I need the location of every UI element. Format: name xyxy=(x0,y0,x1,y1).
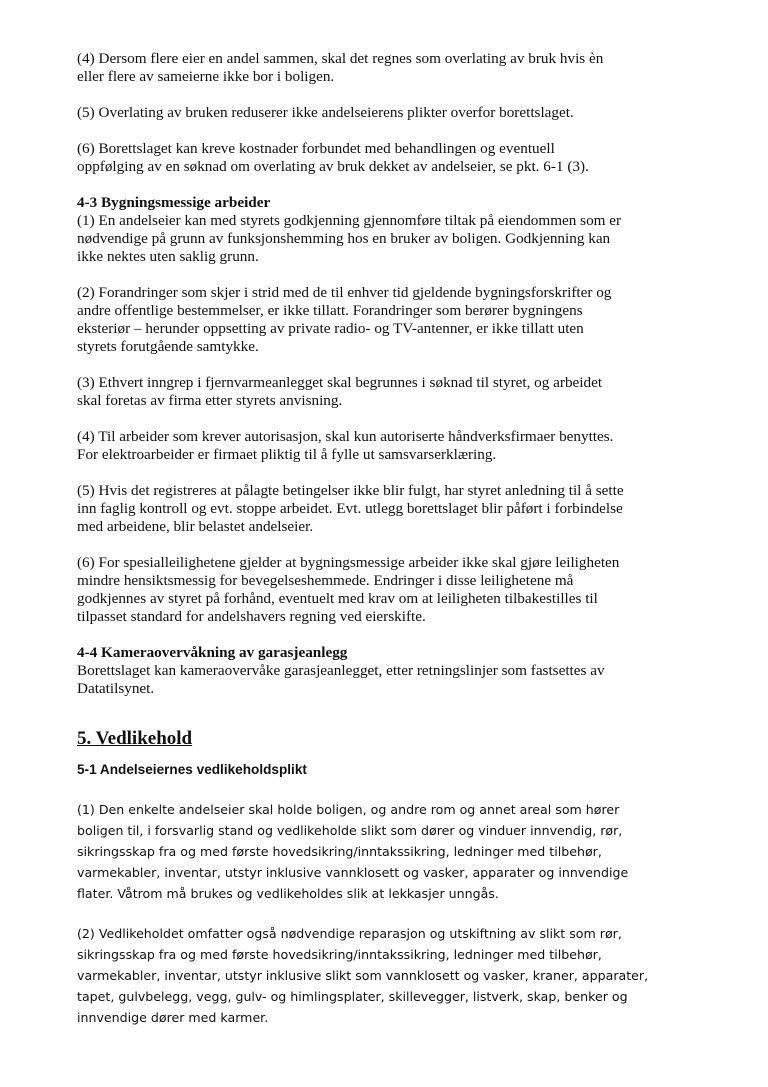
text-line: (6) Borettslaget kan kreve kostnader forbundet med behandlingen og eventuell xyxy=(77,140,555,157)
text-line: (6) For spesialleilighetene gjelder at bygningsmessige arbeider ikke skal gjøre leiligheten xyxy=(77,554,620,571)
text-line: (5) Overlating av bruken reduserer ikke andelseierens plikter overfor borettslaget. xyxy=(77,104,574,121)
text-line: styrets forutgående samtykke. xyxy=(77,338,259,355)
text-line: (1) En andelseier kan med styrets godkjenning gjennomføre tiltak på eiendommen som er xyxy=(77,212,622,229)
section-heading: 4-3 Bygningsmessige arbeider xyxy=(77,194,271,211)
text-line: varmekabler, inventar, utstyr inklusive vannklosett og vasker, apparater og innvendige xyxy=(77,865,629,880)
text-line: med arbeidene, blir belastet andelseier. xyxy=(77,518,314,535)
text-line: varmekabler, inventar, utstyr inklusive slikt som vannklosett og vasker, kraner, apparater, xyxy=(77,968,649,983)
text-line: eller flere av sameierne ikke bor i boligen. xyxy=(77,68,335,85)
text-line: (2) Vedlikeholdet omfatter også nødvendige reparasjon og utskiftning av slikt som rør, xyxy=(77,926,622,941)
text-line: eksteriør – herunder oppsetting av private radio- og TV-antenner, er ikke tillatt uten xyxy=(77,320,584,337)
text-line: For elektroarbeider er firmaet pliktig til å fylle ut samsvarserklæring. xyxy=(77,446,497,463)
text-line: sikringsskap fra og med første hovedsikring/inntakssikring, ledninger med tilbehør, xyxy=(77,844,602,859)
paragraph-5 xyxy=(77,104,707,122)
text-line: oppfølging av en søknad om overlating av bruk dekket av andelseier, se pkt. 6-1 (3). xyxy=(77,158,589,175)
text-line: nødvendige på grunn av funksjonshemming hos en bruker av boligen. Godkjenning kan xyxy=(77,230,611,247)
section-4-3-paragraph-1 xyxy=(77,194,707,266)
section-4-3-paragraph-4 xyxy=(77,428,707,464)
section-4-3-paragraph-2 xyxy=(77,284,707,356)
section-5-1-paragraph-1 xyxy=(77,799,707,904)
section-4-3-paragraph-3 xyxy=(77,374,707,410)
text-line: tilpasset standard for andelshavers regning ved eierskifte. xyxy=(77,608,426,625)
text-line: flater. Våtrom må brukes og vedlikeholdes slik at lekkasjer unngås. xyxy=(77,886,499,901)
text-line: (1) Den enkelte andelseier skal holde boligen, og andre rom og annet areal som hører xyxy=(77,802,620,817)
section-heading: 4-4 Kameraovervåkning av garasjeanlegg xyxy=(77,644,348,661)
text-line: (4) Dersom flere eier en andel sammen, skal det regnes som overlating av bruk hvis èn xyxy=(77,50,604,67)
text-line: sikringsskap fra og med første hovedsikring/inntakssikring, ledninger med tilbehør, xyxy=(77,947,602,962)
document-page xyxy=(77,50,707,1047)
text-line: godkjennes av styret på forhånd, eventuelt med krav om at leiligheten tilbakestilles til xyxy=(77,590,598,607)
text-line: mindre hensiktsmessig for bevegelseshemmede. Endringer i disse leilighetene må xyxy=(77,572,574,589)
text-line: tapet, gulvbelegg, vegg, gulv- og himlingsplater, skillevegger, listverk, skap, benker og xyxy=(77,989,628,1004)
chapter-title: 5. Vedlikehold xyxy=(77,728,193,749)
paragraph-4 xyxy=(77,50,707,86)
text-line: boligen til, i forsvarlig stand og vedlikeholde slikt som dører og vinduer innvendig, rør, xyxy=(77,823,623,838)
text-line: innvendige dører med karmer. xyxy=(77,1010,269,1025)
section-4-continuation xyxy=(77,50,707,698)
text-line: andre offentlige bestemmelser, er ikke tillatt. Forandringer som berører bygningens xyxy=(77,302,583,319)
text-line: (3) Ethvert inngrep i fjernvarmeanlegget skal begrunnes i søknad til styret, og arbeidet xyxy=(77,374,603,391)
section-4-4 xyxy=(77,644,707,698)
text-line: inn faglig kontroll og evt. stoppe arbeidet. Evt. utlegg borettslaget blir påført i forbindelse xyxy=(77,500,623,517)
subsection-heading: 5-1 Andelseiernes vedlikeholdsplikt xyxy=(77,762,307,777)
section-4-3-paragraph-6 xyxy=(77,554,707,626)
text-line: (5) Hvis det registreres at pålagte betingelser ikke blir fulgt, har styret anledning til å sette xyxy=(77,482,624,499)
section-4-3 xyxy=(77,194,707,626)
text-line: Borettslaget kan kameraovervåke garasjeanlegget, etter retningslinjer som fastsettes av xyxy=(77,662,605,679)
text-line: (2) Forandringer som skjer i strid med de til enhver tid gjeldende bygningsforskrifter og xyxy=(77,284,612,301)
paragraph-6 xyxy=(77,140,707,176)
section-5-1-paragraph-2 xyxy=(77,923,707,1028)
text-line: Datatilsynet. xyxy=(77,680,155,697)
section-5-1-body xyxy=(77,799,707,1028)
text-line: ikke nektes uten saklig grunn. xyxy=(77,248,259,265)
text-line: (4) Til arbeider som krever autorisasjon, skal kun autoriserte håndverksfirmaer benyttes. xyxy=(77,428,614,445)
section-4-3-paragraph-5 xyxy=(77,482,707,536)
text-line: skal foretas av firma etter styrets anvisning. xyxy=(77,392,343,409)
